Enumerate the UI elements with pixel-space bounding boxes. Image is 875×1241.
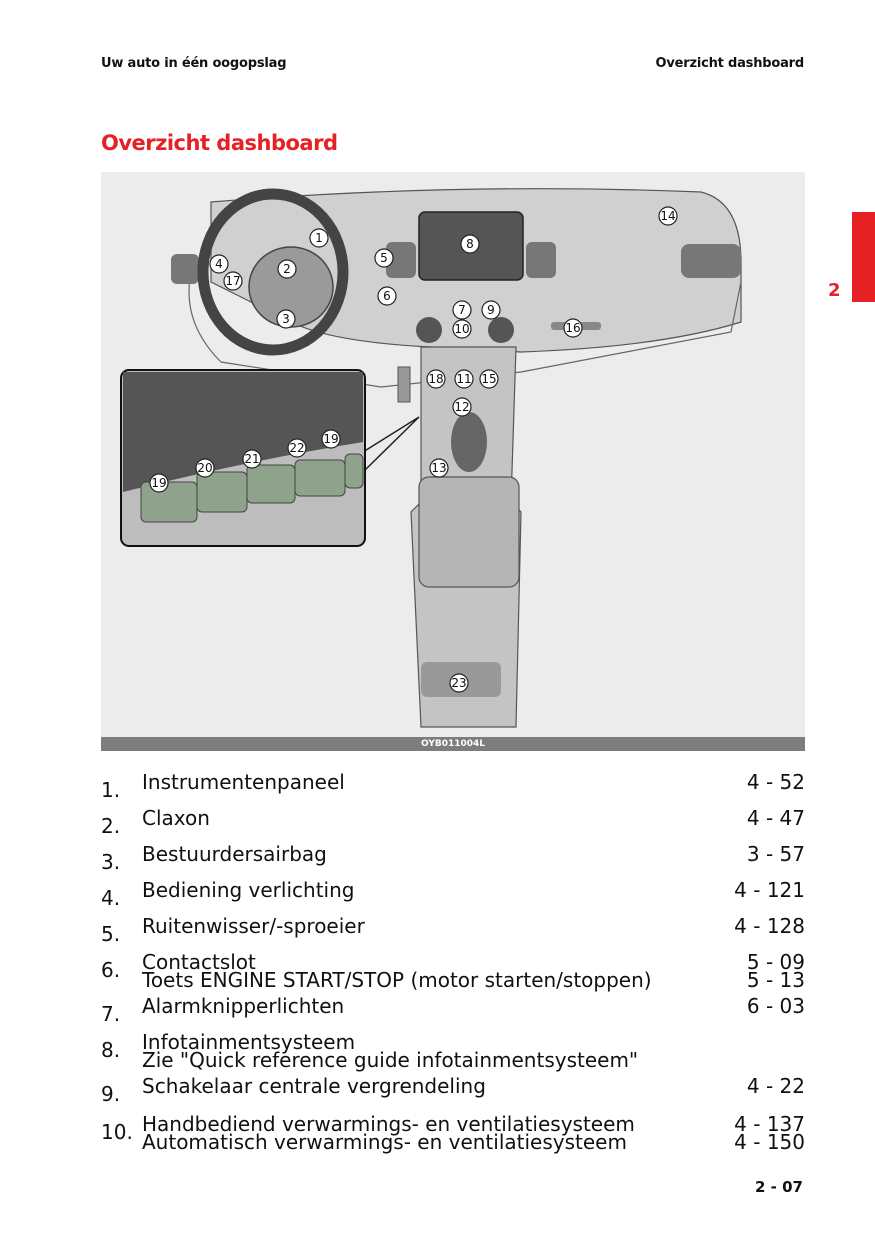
legend-item-number: 6. — [101, 958, 121, 982]
legend-item-page-secondary: 4 - 150 — [734, 1130, 805, 1154]
legend-item-label-secondary: Zie "Quick reference guide infotainmentsysteem" — [142, 1048, 639, 1072]
svg-text:12: 12 — [454, 400, 470, 414]
svg-text:16: 16 — [565, 321, 581, 335]
legend-item-page: 4 - 47 — [746, 806, 805, 830]
legend-item-label: Instrumentenpaneel — [142, 770, 345, 794]
svg-text:17: 17 — [225, 274, 241, 288]
running-header-right: Overzicht dashboard — [655, 56, 804, 71]
legend-item-label-secondary: Toets ENGINE START/STOP (motor starten/stoppen) — [142, 968, 652, 992]
legend-item-label: Contactslot — [142, 950, 256, 974]
legend-item-number: 8. — [101, 1038, 121, 1062]
svg-text:19: 19 — [323, 432, 339, 446]
svg-text:19: 19 — [151, 476, 167, 490]
svg-text:18: 18 — [428, 372, 444, 386]
callout-19 — [150, 474, 168, 492]
callout-9 — [482, 301, 500, 319]
callout-12 — [453, 398, 471, 416]
callout-20 — [196, 459, 214, 477]
legend-item-page: 5 - 09 — [746, 950, 805, 974]
legend-item-label: Schakelaar centrale vergrendeling — [142, 1074, 486, 1098]
svg-text:1: 1 — [315, 231, 323, 245]
legend-item-number: 2. — [101, 814, 121, 838]
legend-item-number: 10. — [101, 1120, 133, 1144]
legend-item-number: 4. — [101, 886, 121, 910]
callout-5 — [375, 249, 393, 267]
svg-text:4: 4 — [215, 257, 223, 271]
callout-layer — [101, 172, 805, 737]
svg-text:15: 15 — [481, 372, 497, 386]
callout-1 — [310, 229, 328, 247]
callout-17 — [224, 272, 242, 290]
legend-item-page: 6 - 03 — [746, 994, 805, 1018]
legend-item-page: 4 - 22 — [746, 1074, 805, 1098]
legend-item-label: Ruitenwisser/-sproeier — [142, 914, 365, 938]
figure-caption: OYB011004L — [101, 737, 805, 751]
chapter-tab-number: 2 — [828, 280, 841, 301]
callout-8 — [461, 235, 479, 253]
legend-item-label: Bestuurdersairbag — [142, 842, 327, 866]
callout-22 — [288, 439, 306, 457]
svg-text:11: 11 — [456, 372, 472, 386]
section-title: Overzicht dashboard — [101, 131, 338, 155]
legend-item-page: 4 - 121 — [734, 878, 805, 902]
callout-16 — [564, 319, 582, 337]
callout-14 — [659, 207, 677, 225]
svg-text:8: 8 — [466, 237, 474, 251]
callout-19 — [322, 430, 340, 448]
legend-item-page-secondary: 5 - 13 — [746, 968, 805, 992]
legend-item-label-secondary: Automatisch verwarmings- en ventilatiesysteem — [142, 1130, 627, 1154]
svg-text:6: 6 — [383, 289, 391, 303]
svg-text:20: 20 — [197, 461, 213, 475]
callout-10 — [453, 320, 471, 338]
callout-6 — [378, 287, 396, 305]
legend-item-label: Handbediend verwarmings- en ventilatiesysteem — [142, 1112, 635, 1136]
svg-text:10: 10 — [454, 322, 470, 336]
legend-item-number: 3. — [101, 850, 121, 874]
callout-11 — [455, 370, 473, 388]
svg-text:9: 9 — [487, 303, 495, 317]
callout-7 — [453, 301, 471, 319]
svg-text:23: 23 — [451, 676, 467, 690]
callout-2 — [278, 260, 296, 278]
svg-text:3: 3 — [282, 312, 290, 326]
legend-item-page: 3 - 57 — [746, 842, 805, 866]
svg-text:5: 5 — [380, 251, 388, 265]
legend-item-number: 7. — [101, 1002, 121, 1026]
legend-item-page: 4 - 128 — [734, 914, 805, 938]
legend-item-number: 5. — [101, 922, 121, 946]
legend-item-number: 1. — [101, 778, 121, 802]
svg-text:22: 22 — [289, 441, 305, 455]
callout-15 — [480, 370, 498, 388]
dashboard-illustration — [101, 172, 805, 737]
legend-item-page: 4 - 52 — [746, 770, 805, 794]
legend-item-label: Alarmknipperlichten — [142, 994, 345, 1018]
running-header-left: Uw auto in één oogopslag — [101, 56, 287, 71]
callout-4 — [210, 255, 228, 273]
svg-text:2: 2 — [283, 262, 291, 276]
svg-text:21: 21 — [244, 452, 260, 466]
legend-item-label: Claxon — [142, 806, 210, 830]
callout-23 — [450, 674, 468, 692]
callout-3 — [277, 310, 295, 328]
callout-21 — [243, 450, 261, 468]
callout-18 — [427, 370, 445, 388]
legend-item-label: Bediening verlichting — [142, 878, 355, 902]
svg-text:13: 13 — [431, 461, 447, 475]
legend-item-page: 4 - 137 — [734, 1112, 805, 1136]
svg-text:14: 14 — [660, 209, 676, 223]
chapter-tab — [852, 212, 875, 302]
page-number: 2 - 07 — [755, 1178, 803, 1196]
legend-item-label: Infotainmentsysteem — [142, 1030, 356, 1054]
svg-text:7: 7 — [458, 303, 466, 317]
legend-item-number: 9. — [101, 1082, 121, 1106]
callout-13 — [430, 459, 448, 477]
